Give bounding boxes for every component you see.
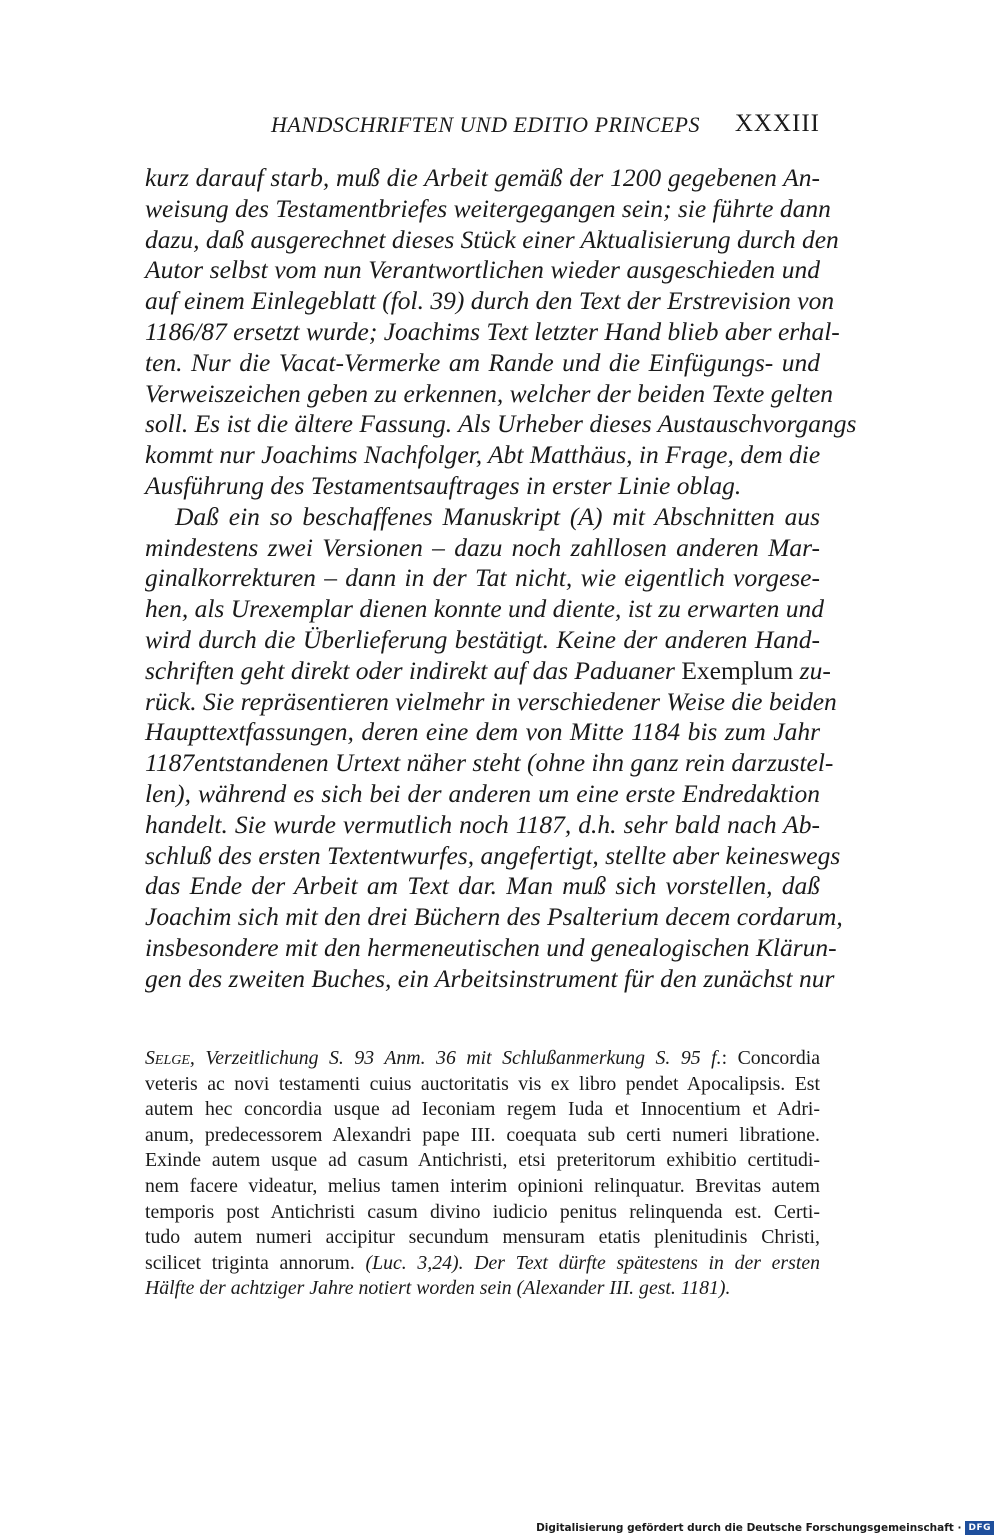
body-line: rück. Sie repräsentieren vielmehr in verschiedener Weise die beiden	[145, 686, 837, 716]
body-line: kurz darauf starb, muß die Arbeit gemäß der 1200 gegebenen An-	[145, 163, 820, 192]
footnote-mixed-line	[145, 1251, 820, 1277]
body-line: len), während es sich bei der anderen um eine erste Endredaktion	[145, 778, 820, 808]
body-line: soll. Es ist die ältere Fassung. Als Urheber dieses Austauschvorgangs	[145, 409, 857, 439]
body-line: dazu, daß ausgerechnet dieses Stück einer Aktualisierung durch den	[145, 224, 839, 254]
footnote-line: autem hec concordia usque ad Ieconiam regem Iuda et Innocentium et Adri-	[145, 1098, 820, 1121]
footnote-italic-part: (Luc. 3,24). Der Text dürfte spätestens in der ersten	[354, 1251, 820, 1274]
footnote-line-rest: : Concordia	[721, 1047, 820, 1069]
body-line-tail: zu-	[799, 655, 831, 685]
footnote-line: nem facere videatur, melius tamen interim opinioni relinquatur. Brevitas autem	[145, 1174, 820, 1197]
footnote-line: Exinde autem usque ad casum Antichristi, etsi preteritorum exhibitio certitudi-	[145, 1149, 820, 1172]
body-line: Joachim sich mit den drei Büchern des Psalterium decem cordarum,	[145, 902, 843, 932]
footnote-line: anum, predecessorem Alexandri pape III. coequata sub certi numeri libratione.	[145, 1123, 820, 1146]
body-line: Autor selbst vom nun Verantwortlichen wieder ausgeschieden und	[145, 255, 820, 285]
body-line: 1187entstandenen Urtext näher steht (ohne ihn ganz rein darzustel-	[145, 748, 834, 778]
body-line: weisung des Testamentbriefes weitergegangen sein; sie führte dann	[145, 193, 831, 223]
footnote-author: Selge,	[145, 1047, 195, 1069]
dfg-logo-icon: DFG	[965, 1521, 994, 1535]
body-line: Verweiszeichen geben zu erkennen, welcher der beiden Texte gelten	[145, 378, 834, 408]
body-line: ten. Nur die Vacat-Vermerke am Rande und die Einfügungs- und	[145, 347, 820, 377]
credit-text: Digitalisierung gefördert durch die Deutsche Forschungsgemeinschaft ·	[536, 1522, 962, 1534]
footnote-reference: Verzeitlichung S. 93 Anm. 36 mit Schlußanmerkung S. 95 f.	[205, 1047, 722, 1069]
body-line: Haupttextfassungen, deren eine dem von Mitte 1184 bis zum Jahr	[145, 717, 820, 747]
body-line: schluß des ersten Textentwurfes, angefertigt, stellte aber keineswegs	[145, 840, 841, 870]
body-text	[145, 163, 857, 995]
footnote-line: temporis post Antichristi casum divino iudicio penitus relinquenda est. Certi-	[145, 1200, 820, 1223]
footnote	[145, 1046, 820, 1302]
footnote-line: veteris ac novi testamenti cuius auctoritatis vis ex libro pendet Apocalipsis. Est	[145, 1072, 820, 1095]
body-line: ginalkorrekturen – dann in der Tat nicht, wie eigentlich vorgese-	[145, 563, 820, 593]
running-head	[145, 112, 820, 142]
body-line: mindestens zwei Versionen – dazu noch zahllosen anderen Mar-	[145, 532, 820, 562]
exemplum-word: Exemplum	[681, 655, 794, 685]
footnote-first-line	[145, 1046, 820, 1072]
running-title: HANDSCHRIFTEN UND EDITIO PRINCEPS	[271, 112, 700, 137]
body-line: Ausführung des Testamentsauftrages in erster Linie oblag.	[145, 470, 742, 500]
body-line: insbesondere mit den hermeneutischen und genealogischen Klärun-	[145, 932, 837, 962]
body-line: hen, als Urexemplar dienen konnte und diente, ist zu erwarten und	[145, 594, 824, 624]
footnote-line: Hälfte der achtziger Jahre notiert worden sein (Alexander III. gest. 1181).	[145, 1277, 731, 1300]
body-line-mixed	[145, 655, 831, 687]
footnote-line: tudo autem numeri accipitur secundum mensuram etatis plenitudinis Christi,	[145, 1226, 820, 1249]
body-line-italic-part: schriften geht direkt oder indirekt auf das Paduaner	[145, 655, 675, 685]
body-line: auf einem Einlegeblatt (fol. 39) durch den Text der Erstrevision von	[145, 286, 835, 316]
footnote-roman-part: scilicet triginta annorum.	[145, 1251, 355, 1274]
digitization-credit	[536, 1520, 994, 1536]
body-line: handelt. Sie wurde vermutlich noch 1187, d.h. sehr bald nach Ab-	[145, 809, 820, 839]
page-number: XXXIII	[734, 110, 820, 137]
body-line: das Ende der Arbeit am Text dar. Man muß sich vorstellen, daß	[145, 871, 820, 901]
body-line: 1186/87 ersetzt wurde; Joachims Text letzter Hand blieb aber erhal-	[145, 316, 840, 346]
paragraph-start-line: Daß ein so beschaffenes Manuskript (A) mit Abschnitten aus	[175, 501, 820, 531]
body-line: wird durch die Überlieferung bestätigt. Keine der anderen Hand-	[145, 624, 820, 654]
body-line: gen des zweiten Buches, ein Arbeitsinstrument für den zunächst nur	[145, 963, 835, 993]
body-line: kommt nur Joachims Nachfolger, Abt Matthäus, in Frage, dem die	[145, 440, 821, 470]
